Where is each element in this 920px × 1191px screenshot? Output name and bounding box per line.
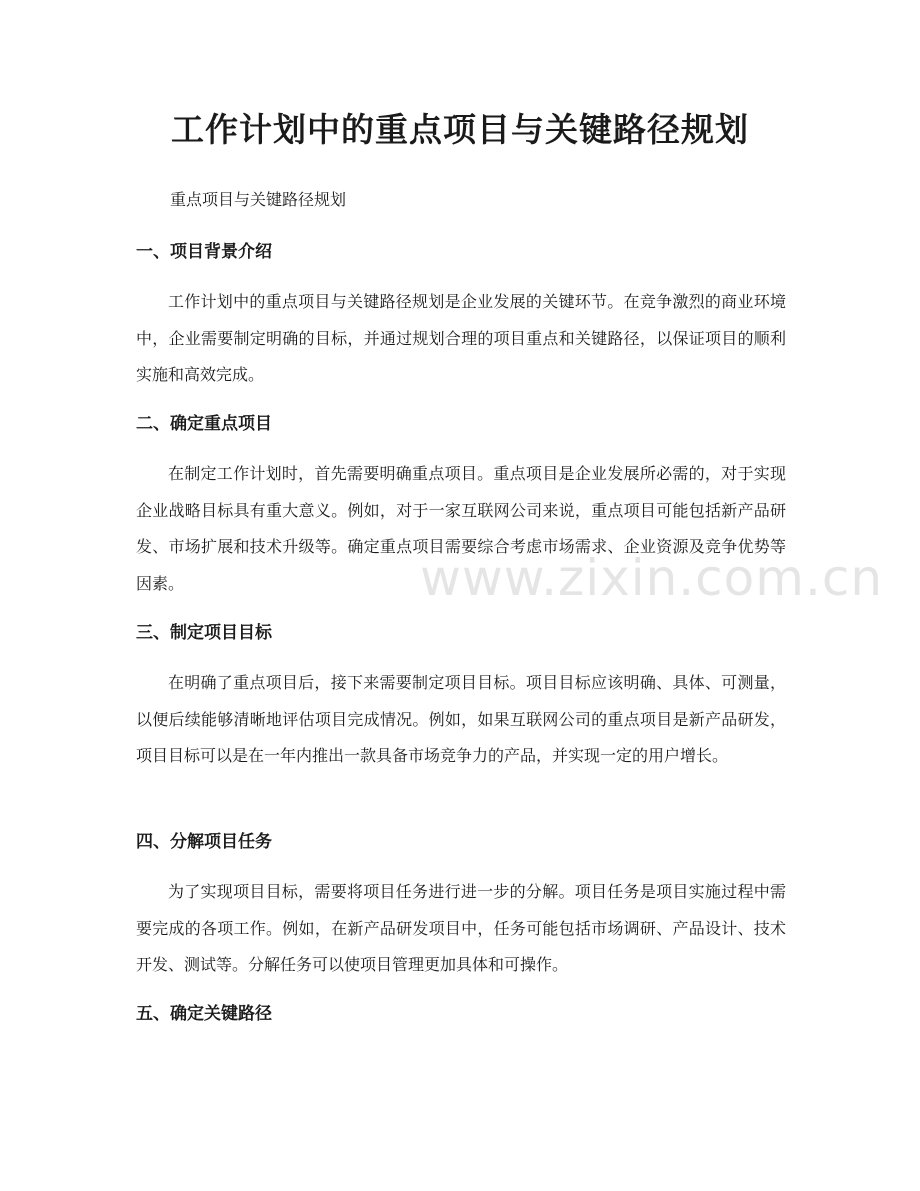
section-paragraph-4: 为了实现项目目标，需要将项目任务进行进一步的分解。项目任务是项目实施过程中需要完成的各项工作。例如，在新产品研发项目中，任务可能包括市场调研、产品设计、技术开发、测试等。分解任务可以使项目管理更加具体和可操作。 [136,882,786,974]
section-paragraph-1: 工作计划中的重点项目与关键路径规划是企业发展的关键环节。在竞争激烈的商业环境中，企业需要制定明确的目标，并通过规划合理的项目重点和关键路径，以保证项目的顺利实施和高效完成。 [136,292,786,384]
document-subtitle: 重点项目与关键路径规划 [170,190,347,209]
section-heading-3: 三、制定项目目标 [136,623,272,643]
section-heading-2: 二、确定重点项目 [136,414,272,434]
document-title: 工作计划中的重点项目与关键路径规划 [171,110,749,149]
section-heading-4: 四、分解项目任务 [136,832,272,852]
watermark-text: www.zixin.com.cn [420,549,884,607]
section-paragraph-2: 在制定工作计划时，首先需要明确重点项目。重点项目是企业发展所必需的，对于实现企业战略目标具有重大意义。例如，对于一家互联网公司来说，重点项目可能包括新产品研发、市场扩展和技术升级等。确定重点项目需要综合考虑市场需求、企业资源及竞争优势等因素。 [136,464,786,593]
section-heading-1: 一、项目背景介绍 [136,242,272,262]
section-paragraph-3: 在明确了重点项目后，接下来需要制定项目目标。项目目标应该明确、具体、可测量，以便后续能够清晰地评估项目完成情况。例如，如果互联网公司的重点项目是新产品研发，项目目标可以是在一年内推出一款具备市场竞争力的产品，并实现一定的用户增长。 [136,673,786,765]
section-heading-5: 五、确定关键路径 [136,1004,272,1024]
